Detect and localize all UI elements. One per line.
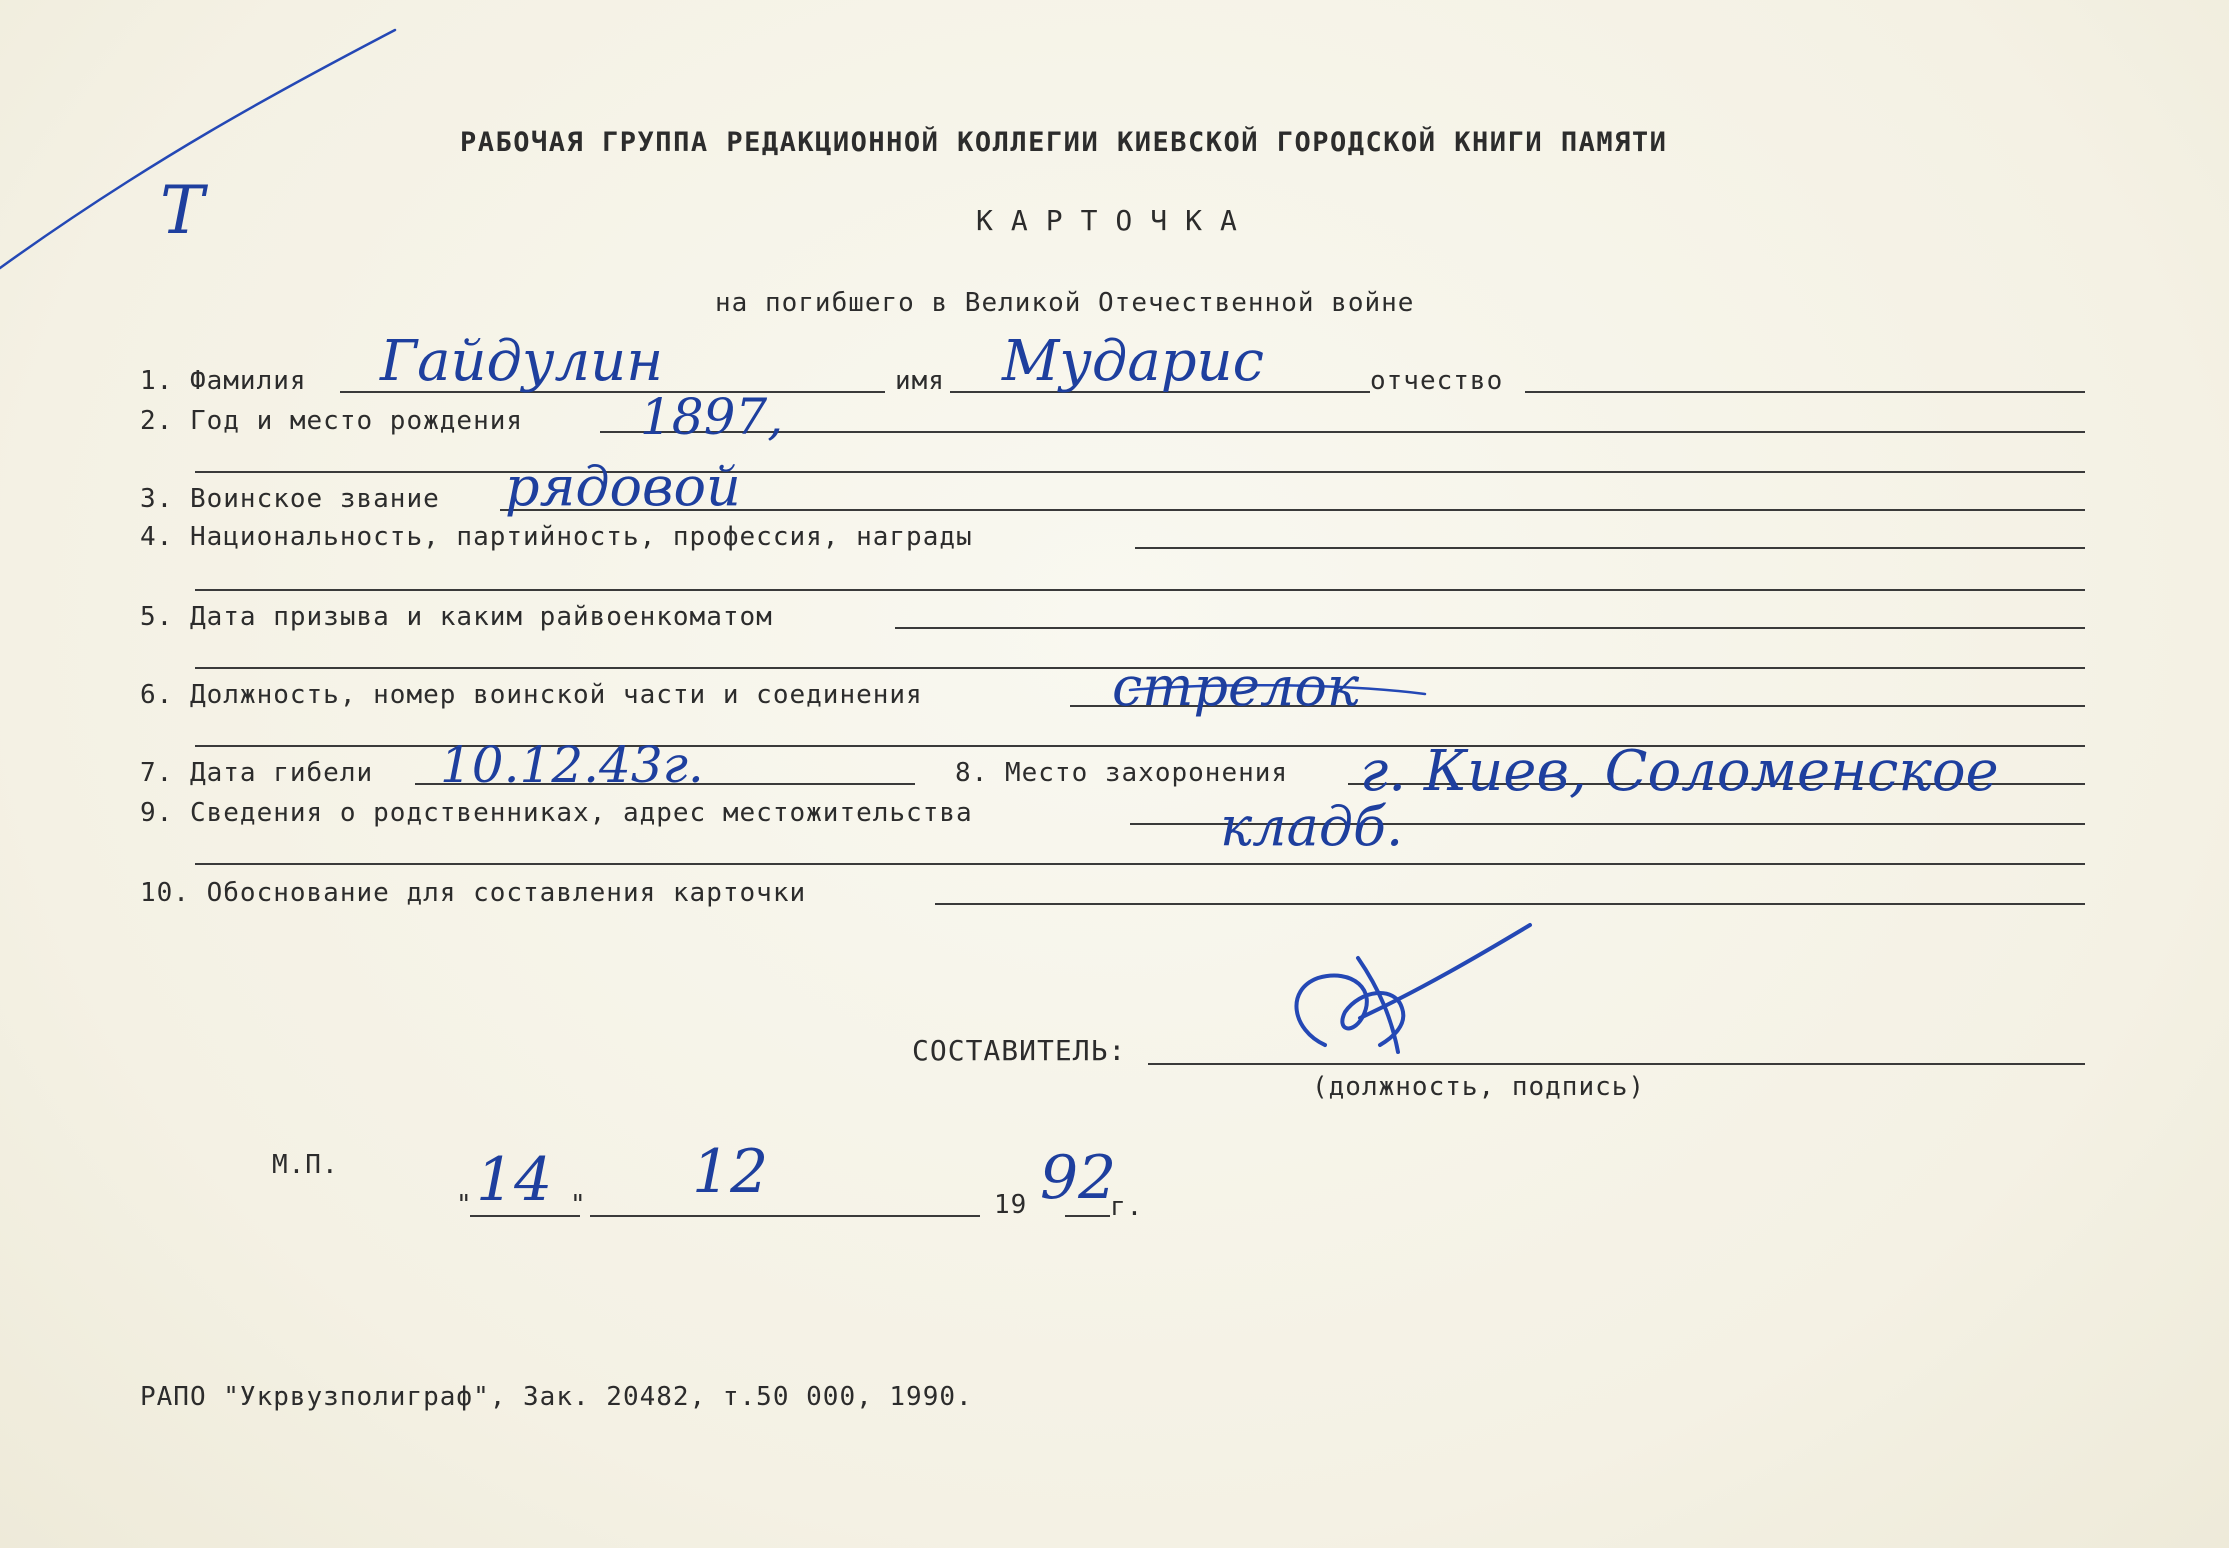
card-title: КАРТОЧКА <box>976 204 1255 237</box>
burial-value-line2: кладб. <box>1220 795 1404 858</box>
position-value: стрелок <box>1112 655 1360 718</box>
surname-label: 1. Фамилия <box>140 366 307 396</box>
patronymic-label: отчество <box>1370 366 1504 396</box>
year-suffix-label: г. <box>1110 1192 1144 1222</box>
composer-caption: (должность, подпись) <box>1312 1072 1646 1102</box>
card-subtitle: на погибшего в Великой Отечественной войне <box>715 288 1415 318</box>
name-value: Мударис <box>1002 329 1264 394</box>
birth-value: 1897, <box>640 388 784 446</box>
header-text: РАБОЧАЯ ГРУППА РЕДАКЦИОННОЙ КОЛЛЕГИИ КИЕВСКОЙ ГОРОДСКОЙ КНИГИ ПАМЯТИ <box>460 127 1668 158</box>
day-value: 14 <box>476 1145 553 1215</box>
name-label: имя <box>895 366 945 396</box>
rank-value: рядовой <box>505 455 741 518</box>
position-label: 6. Должность, номер воинской части и соединения <box>140 680 923 710</box>
quote-open: " <box>456 1190 473 1220</box>
year-value: 92 <box>1040 1143 1117 1213</box>
burial-label: 8. Место захоронения <box>955 758 1289 788</box>
quote-close: " <box>570 1190 587 1220</box>
death-date-label: 7. Дата гибели <box>140 758 374 788</box>
relatives-label: 9. Сведения о родственниках, адрес местожительства <box>140 798 973 828</box>
birth-label: 2. Год и место рождения <box>140 406 524 436</box>
composer-signature <box>1296 925 1530 1052</box>
conscription-label: 5. Дата призыва и каким райвоенкоматом <box>140 602 773 632</box>
burial-value-line1: г. Киев, Соломенское <box>1360 739 1999 804</box>
month-value: 12 <box>692 1137 769 1207</box>
rank-label: 3. Воинское звание <box>140 484 440 514</box>
basis-label: 10. Обоснование для составления карточки <box>140 878 807 908</box>
composer-label: СОСТАВИТЕЛЬ: <box>912 1034 1127 1067</box>
corner-mark: Т <box>160 172 205 249</box>
nationality-label: 4. Национальность, партийность, профессия, награды <box>140 522 973 552</box>
death-date-value: 10.12.43г. <box>440 736 704 794</box>
surname-value: Гайдулин <box>380 329 664 394</box>
stamp-label: М.П. <box>272 1150 339 1180</box>
year-prefix: 19 <box>994 1190 1028 1220</box>
footer-imprint: РАПО "Укрвузполиграф", Зак. 20482, т.50 000, 1990. <box>140 1382 973 1412</box>
